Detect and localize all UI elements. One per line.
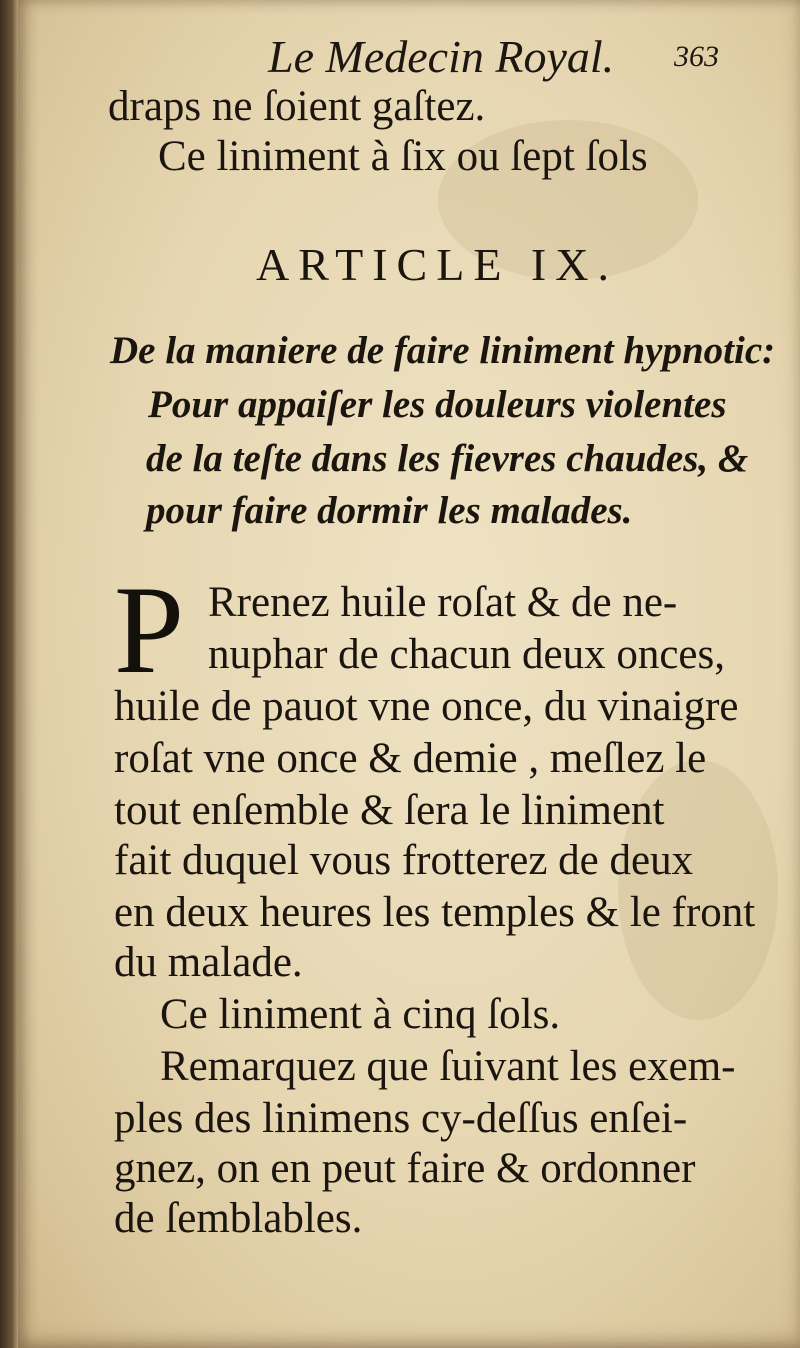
paragraph-line: en deux heures les temples & le front <box>114 889 756 936</box>
paragraph-line: nuphar de chacun deux onces, <box>208 631 725 678</box>
subtitle-line: De la maniere de faire liniment hypnotic: <box>110 329 776 372</box>
paragraph-line: fait duquel vous frotterez de deux <box>114 837 694 884</box>
paragraph-line: tout enſemble & ſera le liniment <box>114 787 665 834</box>
subtitle-line: pour faire dormir les malades. <box>146 489 633 532</box>
running-head-title: Le Medecin Royal. <box>268 31 615 82</box>
price-line: Ce liniment à cinq ſols. <box>160 991 561 1038</box>
drop-cap: P <box>114 561 185 700</box>
paragraph-line: Remarquez que ſuivant les exem- <box>160 1043 736 1090</box>
text-line: Ce liniment à ſix ou ſept ſols <box>158 133 648 180</box>
subtitle-line: de la teſte dans les fievres chaudes, & <box>146 437 749 480</box>
paragraph-line: du malade. <box>114 939 303 986</box>
book-spine-shadow <box>0 0 20 1348</box>
paragraph-line: de ſemblables. <box>114 1195 363 1242</box>
page-number: 363 <box>674 40 719 73</box>
paragraph-line: Rrenez huile roſat & de ne- <box>208 579 678 626</box>
paragraph-line: ples des linimens cy-deſſus enſei- <box>114 1095 688 1142</box>
paragraph-line: gnez, on en peut faire & ordonner <box>114 1145 696 1192</box>
paragraph-line: huile de pauot vne once, du vinaigre <box>114 683 739 730</box>
subtitle-line: Pour appaiſer les douleurs violentes <box>148 383 727 426</box>
article-heading: ARTICLE IX. <box>256 239 618 290</box>
paragraph-line: roſat vne once & demie , meſlez le <box>114 735 707 782</box>
text-line: draps ne ſoient gaſtez. <box>108 83 486 130</box>
running-head <box>18 30 800 90</box>
book-page <box>18 0 800 1348</box>
